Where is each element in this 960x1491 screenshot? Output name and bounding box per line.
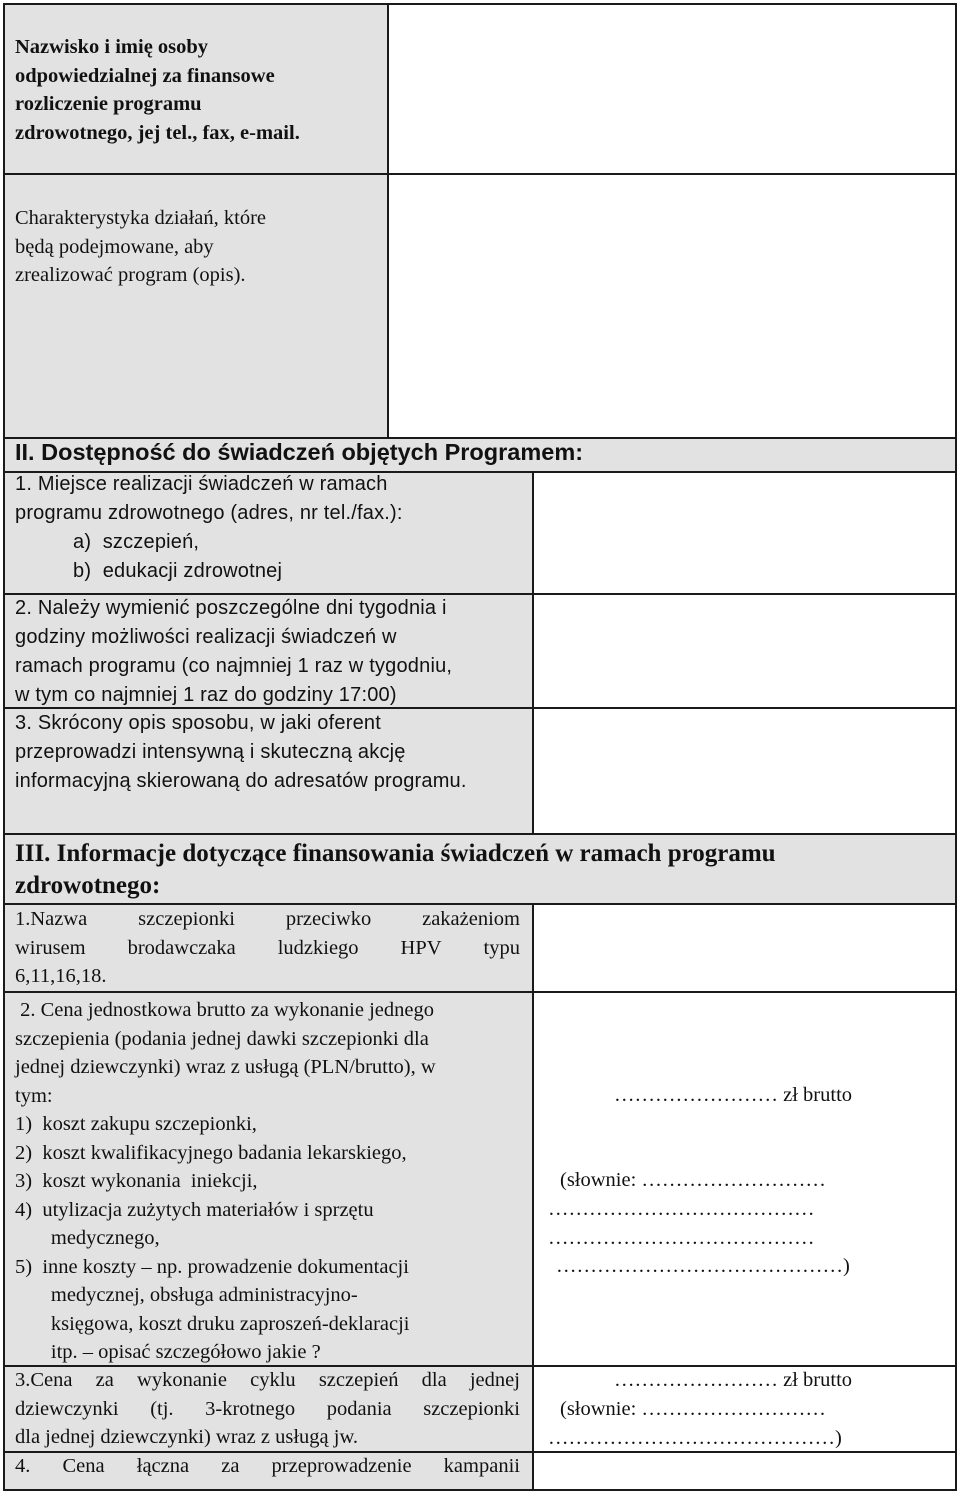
section-iii-item1-text — [15, 905, 520, 991]
text-line: jednej dziewczynki) wraz z usługą (PLN/brutto), w — [15, 1056, 436, 1078]
text-line: 2. Cena jednostkowa brutto za wykonanie jednego — [15, 999, 434, 1021]
section-iii-item4-value-cell[interactable] — [532, 1451, 957, 1491]
item2-words-field[interactable]: (słownie: ……………………… — [560, 1169, 826, 1191]
item3-price-field[interactable]: …………………… zł brutto — [614, 1369, 853, 1391]
text-line: szczepień — [318, 1369, 399, 1391]
text-line: szczepienia (podania jednej dawki szczepionki dla — [15, 1027, 429, 1050]
text-line: łączna — [136, 1455, 190, 1477]
text-line: kampanii — [443, 1455, 520, 1477]
text-line: dla jednej dziewczynki) wraz z usługą jw. — [15, 1426, 359, 1448]
text-line: 3-krotnego — [205, 1397, 296, 1420]
text-line: 1. Miejsce realizacji świadczeń w ramach — [15, 473, 388, 495]
cost-item: 4) utylizacja zużytych materiałów i sprzętu — [15, 1198, 374, 1221]
text-line: przeciwko — [285, 908, 372, 930]
item3-line-1 — [15, 1366, 520, 1395]
text-line: przeprowadzenie — [271, 1455, 412, 1477]
item1-line-2 — [15, 934, 520, 963]
section-ii-item2-text — [15, 594, 452, 710]
text-line: Charakterystyka działań, które — [15, 207, 267, 229]
item4-line-1 — [15, 1452, 520, 1481]
text-line: Nazwisko i imię osoby — [15, 36, 209, 58]
text-line: Cena — [62, 1455, 105, 1477]
section-ii-item1-value-cell[interactable] — [532, 471, 957, 595]
text-line: wykonanie — [137, 1369, 227, 1391]
text-line: jednej — [469, 1369, 520, 1391]
text-line: ramach programu (co najmniej 1 raz w tygodniu, — [15, 655, 453, 677]
text-line: szczepionki — [138, 908, 235, 930]
cost-item: itp. – opisać szczegółowo jakie ? — [15, 1341, 321, 1363]
cost-item: medycznego, — [15, 1227, 160, 1249]
text-line: rozliczenie programu — [15, 93, 202, 115]
text-line: cyklu — [250, 1369, 296, 1391]
text-line: podania — [326, 1397, 392, 1420]
text-line: b) edukacji zdrowotnej — [73, 560, 283, 582]
financial-person-value-cell[interactable] — [387, 3, 957, 175]
text-line: 4. — [15, 1455, 31, 1477]
text-line: 2. Należy wymienić poszczególne dni tygodnia i — [15, 597, 447, 619]
item3-words-field[interactable]: (słownie: ……………………… — [560, 1398, 826, 1420]
section-ii-item3-text — [15, 709, 467, 796]
section-ii-heading: II. Dostępność do świadczeń objętych Programem: — [15, 439, 584, 465]
text-line: przeprowadzi intensywną i skuteczną akcję — [15, 741, 406, 763]
item1-line-1 — [15, 905, 520, 934]
text-line: będą podejmowane, aby — [15, 235, 214, 258]
section-ii-item3-value-cell[interactable] — [532, 707, 957, 835]
financial-person-label — [15, 33, 300, 147]
cost-item: 2) koszt kwalifikacyjnego badania lekarskiego, — [15, 1141, 407, 1164]
text-line: zdrowotnego: — [15, 872, 161, 899]
section-ii-item1-text — [15, 470, 403, 586]
cost-item: księgowa, koszt druku zaproszeń-deklaracji — [15, 1312, 410, 1335]
section-iii-item3-text — [15, 1366, 520, 1452]
section-iii-item4-text — [15, 1452, 520, 1481]
text-line: 1.Nazwa — [15, 908, 88, 930]
text-line: godziny możliwości realizacji świadczeń w — [15, 626, 397, 648]
text-line: informacyjną skierowaną do adresatów programu. — [15, 770, 467, 792]
text-line: 6,11,16,18. — [15, 965, 107, 987]
text-line: HPV — [400, 936, 442, 959]
text-line: typu — [483, 936, 520, 959]
text-line: a) szczepień, — [73, 531, 200, 553]
cost-item: 5) inne koszty – np. prowadzenie dokumentacji — [15, 1255, 409, 1278]
text-line: za — [221, 1455, 240, 1477]
section-iii-item2-text — [15, 996, 436, 1367]
text-line: tym: — [15, 1084, 53, 1107]
text-line: (tj. — [150, 1397, 174, 1420]
actions-label — [15, 204, 266, 290]
text-line: III. Informacje dotyczące finansowania świadczeń w ramach programu — [15, 840, 776, 867]
text-line: zdrowotnego, jej tel., fax, e-mail. — [15, 121, 300, 144]
cost-item: 3) koszt wykonania iniekcji, — [15, 1170, 258, 1192]
text-line: dziewczynki — [15, 1397, 119, 1420]
text-line: ludzkiego — [277, 936, 359, 959]
item2-words-line[interactable]: ………………………………… — [548, 1227, 815, 1249]
section-iii-item1-value-cell[interactable] — [532, 903, 957, 993]
text-line: szczepionki — [423, 1397, 520, 1420]
text-line: w tym co najmniej 1 raz do godziny 17:00) — [15, 684, 397, 706]
text-line: dla — [421, 1369, 447, 1391]
section-iii-heading — [15, 838, 776, 902]
item3-line-2 — [15, 1395, 520, 1424]
item3-words-line[interactable]: ……………………………………) — [548, 1427, 842, 1449]
actions-value-cell[interactable] — [387, 173, 957, 439]
text-line: odpowiedzialnej za finansowe — [15, 64, 275, 87]
text-line: brodawczaka — [127, 936, 236, 959]
text-line: 3.Cena — [15, 1369, 73, 1391]
item2-words-line[interactable]: ………………………………… — [548, 1198, 815, 1220]
cost-item: medycznej, obsługa administracyjno- — [15, 1284, 358, 1306]
cost-item: 1) koszt zakupu szczepionki, — [15, 1113, 257, 1135]
text-line: za — [95, 1369, 114, 1391]
item2-price-field[interactable]: …………………… zł brutto — [614, 1084, 853, 1106]
text-line: zrealizować program (opis). — [15, 264, 246, 286]
text-line: zakażeniom — [422, 908, 520, 930]
section-ii-item2-value-cell[interactable] — [532, 593, 957, 709]
text-line: 3. Skrócony opis sposobu, w jaki oferent — [15, 712, 381, 734]
text-line: wirusem — [15, 936, 86, 959]
item2-words-line[interactable]: ……………………………………) — [556, 1255, 850, 1277]
text-line: programu zdrowotnego (adres, nr tel./fax.): — [15, 502, 403, 524]
